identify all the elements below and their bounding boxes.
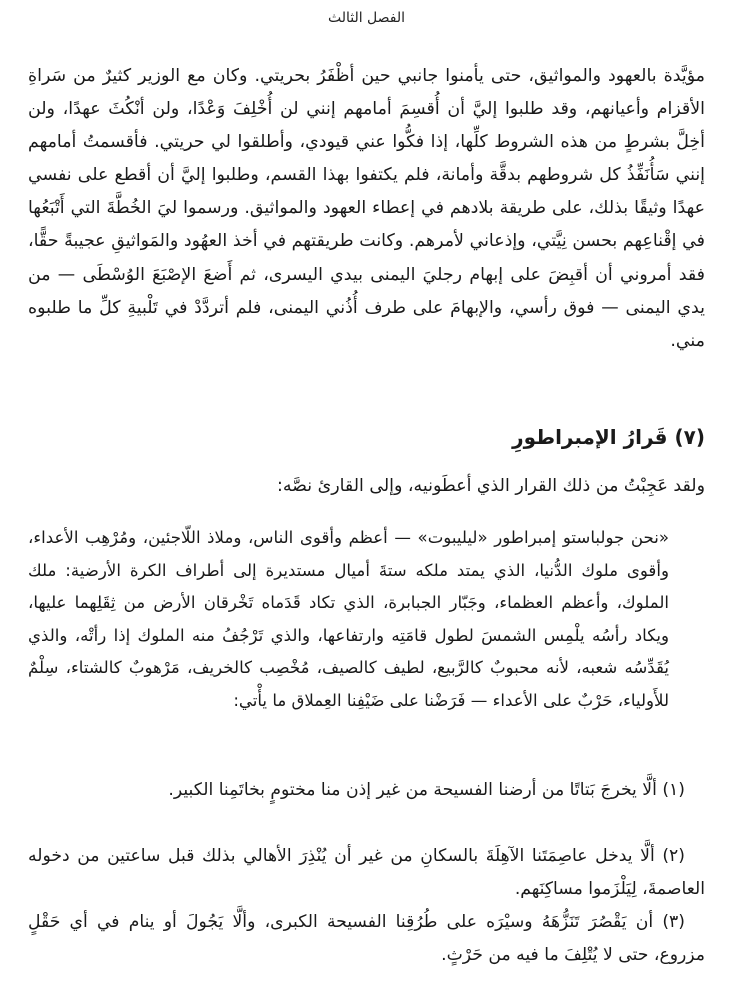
section-heading: (٧) قَرارُ الإمبراطورِ	[512, 425, 705, 449]
body-paragraph: مؤيَّدة بالعهود والمواثيق، حتى يأمنوا جانبي حين أظْفَرُ بحريتي. وكان مع الوزير كثيرٌ من سَراةِ الأقزام وأعيانهم، وقد طلبوا إليَّ أن أُقسِمَ أمامهم إنني لن أُخْلِفَ وَعْدًا، ولن أنْكُثَ عهدًا، ولن أخِلَّ بشرطٍ من هذه الشروط كلِّها، إذا فكُّوا عني قيودي، وأطلقوا لي حريتي. فأقسمتُ أمامهم إنني سَأُنَفِّذُ كل شروطهم بدقَّة وأمانة، فلم يكتفوا بهذا القسم، وطلبوا إليَّ أن أقطع على نفسي عهدًا وثيقًا بذلك، على طريقة بلادهم في إعطاء العهود والمواثيق. ورسموا ليَ الخُطَّةَ التي أَتْبَعُها في إقْناعِهم بحسن نِيَّتي، وإذعاني لأمرهم. وكانت طريقتهم في أخذ العهُود والمَواثيقِ عجيبةً حقًّا، فقد أمروني أن أقبِضَ على إبهام رجليَ اليمنى بيدي اليسرى، ثم أَضعَ الإصْبَعَ الوُسْطَى — من يدي اليمنى — فوق رأسي، والإبهامَ على طرف أُذُني اليمنى، فلم أتردَّدْ في تَلْبيةِ كلِّ ما طلبوه مني.	[28, 66, 705, 351]
decree-clause-1: (١) ألَّا يخرجَ بَتاتًا من أرضنا الفسيحة من غير إذن منا مختومٍ بخاتَمِنا الكبير.	[168, 780, 685, 800]
decree-quote: «نحن جولباستو إمبراطور «ليليبوت» — أعظم وأقوى الناس، وملاذ اللّاجئين، ومُرْهِب الأعداء، وأقوى ملوك الدُّنيا، الذي يمتد ملكه ستةَ أميال مستديرة إلى أطراف الكرة الأرضية: ملك الملوك، وأعظم العظماء، وجَبّار الجبابرة، الذي تكاد قَدَماه تَخْرقان الأرض من ثِقَلِهما عليها، ويكاد رأسُه يلْمِس الشمسَ لطول قامَتِه وارتفاعها، والذي تَرْجُفُ منه الملوك إذا رأتْه، والذي يُقَدِّسُه شعبه، لأنه محبوبٌ كالرَّبيع، لطيف كالصيف، مُخْصِب كالخريف، مَرْهوبٌ كالشتاء، سِلْمٌ للأَولياء، حَرْبٌ على الأعداء — فَرَضْنا على ضَيْفِنا العِملاق ما يأْتي:	[28, 528, 669, 710]
decree-clause-2: (٢) ألَّا يدخل عاصِمَتَنا الآهِلَةَ بالسكانِ من غير أن يُنْذِرَ الأهالي بذلك قبل ساعتين من دخوله العاصمةَ، لِيَلْزَموا مساكِنَهم.	[28, 846, 705, 899]
section-intro: ولقد عَجِبْتُ من ذلك القرار الذي أعطَونيه، وإلى القارئ نصَّه:	[276, 476, 705, 496]
running-header: الفصل الثالث	[327, 10, 406, 26]
decree-clause-3: (٣) أن يَقْصُرَ تَنَزُّهَهُ وسيْرَه على طُرُقِنا الفسيحة الكبرى، وألَّا يَجُولَ أو ينام في أي حَقْلٍ مزروع، حتى لا يُتْلِفَ ما فيه من حَرْثٍ.	[28, 912, 705, 965]
